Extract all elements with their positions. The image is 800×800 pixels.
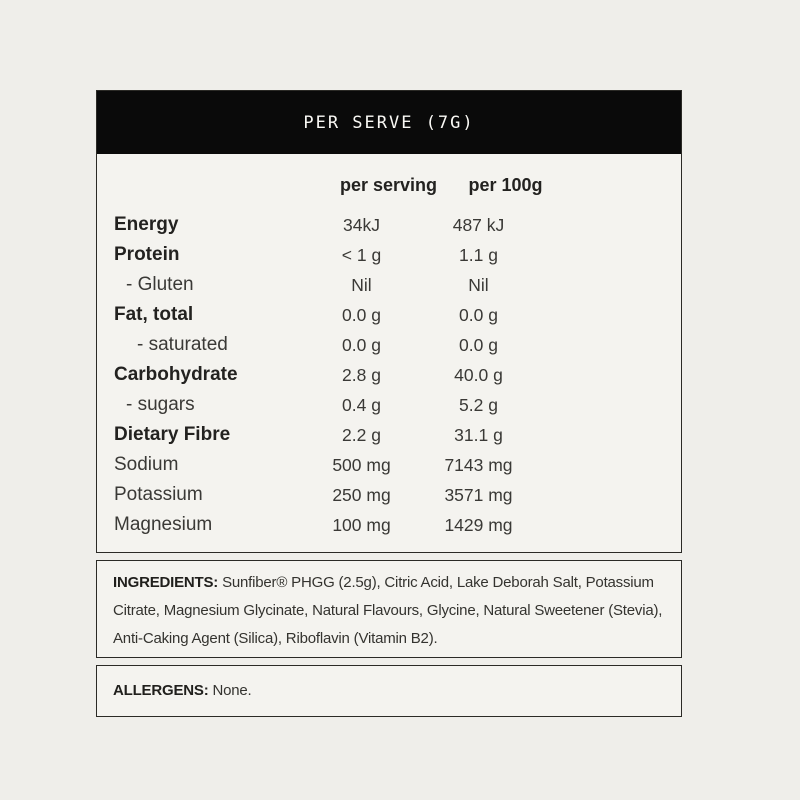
column-header-per-serving: per serving (339, 174, 438, 195)
table-row-fat-total (97, 300, 681, 330)
per-serving-value: 500 mg (332, 454, 391, 475)
table-row-sugars (97, 390, 681, 420)
per-serving-value: 2.8 g (342, 364, 381, 385)
per-serving-value: 250 mg (332, 484, 391, 505)
table-row-magnesium (97, 510, 681, 540)
per-100g-value: 487 kJ (452, 214, 505, 235)
row-label: Energy (114, 214, 179, 235)
table-row-carbohydrate (97, 360, 681, 390)
per-100g-value: 31.1 g (454, 424, 503, 445)
per-100g-value: 3571 mg (444, 484, 513, 505)
ingredients-label: INGREDIENTS: (113, 574, 219, 591)
row-label: Fat, total (114, 304, 194, 325)
per-serving-value: 2.2 g (342, 424, 381, 445)
row-label: Dietary Fibre (114, 424, 231, 445)
allergens-text: None. (208, 682, 252, 699)
row-label: - sugars (126, 394, 195, 415)
per-100g-value: 1.1 g (459, 244, 498, 265)
table-row-protein (97, 240, 681, 270)
column-headers (97, 172, 681, 198)
per-100g-value: 1429 mg (444, 514, 513, 535)
row-label: - saturated (137, 334, 228, 355)
row-label: Potassium (114, 484, 203, 505)
row-label: - Gluten (126, 274, 194, 295)
per-serving-value: 34kJ (343, 214, 380, 235)
table-row-potassium (97, 480, 681, 510)
column-header-per-100g: per 100g (468, 174, 543, 195)
table-row-energy (97, 210, 681, 240)
per-100g-value: 5.2 g (459, 394, 498, 415)
nutrition-table (97, 210, 681, 540)
per-100g-value: Nil (468, 274, 489, 295)
per-serving-value: 0.4 g (342, 394, 381, 415)
row-label: Carbohydrate (114, 364, 238, 385)
per-100g-value: 0.0 g (459, 304, 498, 325)
per-serve-title: PER SERVE (7G) (303, 112, 475, 133)
table-row-dietary-fibre (97, 420, 681, 450)
nutrition-panel (96, 90, 682, 553)
allergens-section (96, 665, 682, 717)
per-serving-value: 0.0 g (342, 304, 381, 325)
per-serve-header (97, 91, 681, 154)
table-row-saturated (97, 330, 681, 360)
allergens-label: ALLERGENS: (113, 682, 209, 699)
allergens-paragraph (97, 666, 681, 705)
per-serving-value: < 1 g (341, 244, 382, 265)
per-serving-value: 100 mg (332, 514, 391, 535)
ingredients-paragraph (97, 561, 681, 653)
per-serving-value: Nil (351, 274, 372, 295)
ingredients-text: Sunfiber® PHGG (2.5g), Citric Acid, Lake Deborah Salt, Potassium Citrate, Magnesium Glycinate, Natural Flavours, Glycine, Natural Sweetener (Stevia), Anti-Caking Agent (Silica), Riboflavin (Vitamin B2). (113, 574, 663, 647)
per-serving-value: 0.0 g (342, 334, 381, 355)
per-100g-value: 7143 mg (444, 454, 513, 475)
row-label: Magnesium (114, 514, 213, 535)
row-label: Protein (114, 244, 180, 265)
table-row-sodium (97, 450, 681, 480)
per-100g-value: 0.0 g (459, 334, 498, 355)
ingredients-section (96, 560, 682, 658)
per-100g-value: 40.0 g (454, 364, 503, 385)
table-row-gluten (97, 270, 681, 300)
row-label: Sodium (114, 454, 179, 475)
